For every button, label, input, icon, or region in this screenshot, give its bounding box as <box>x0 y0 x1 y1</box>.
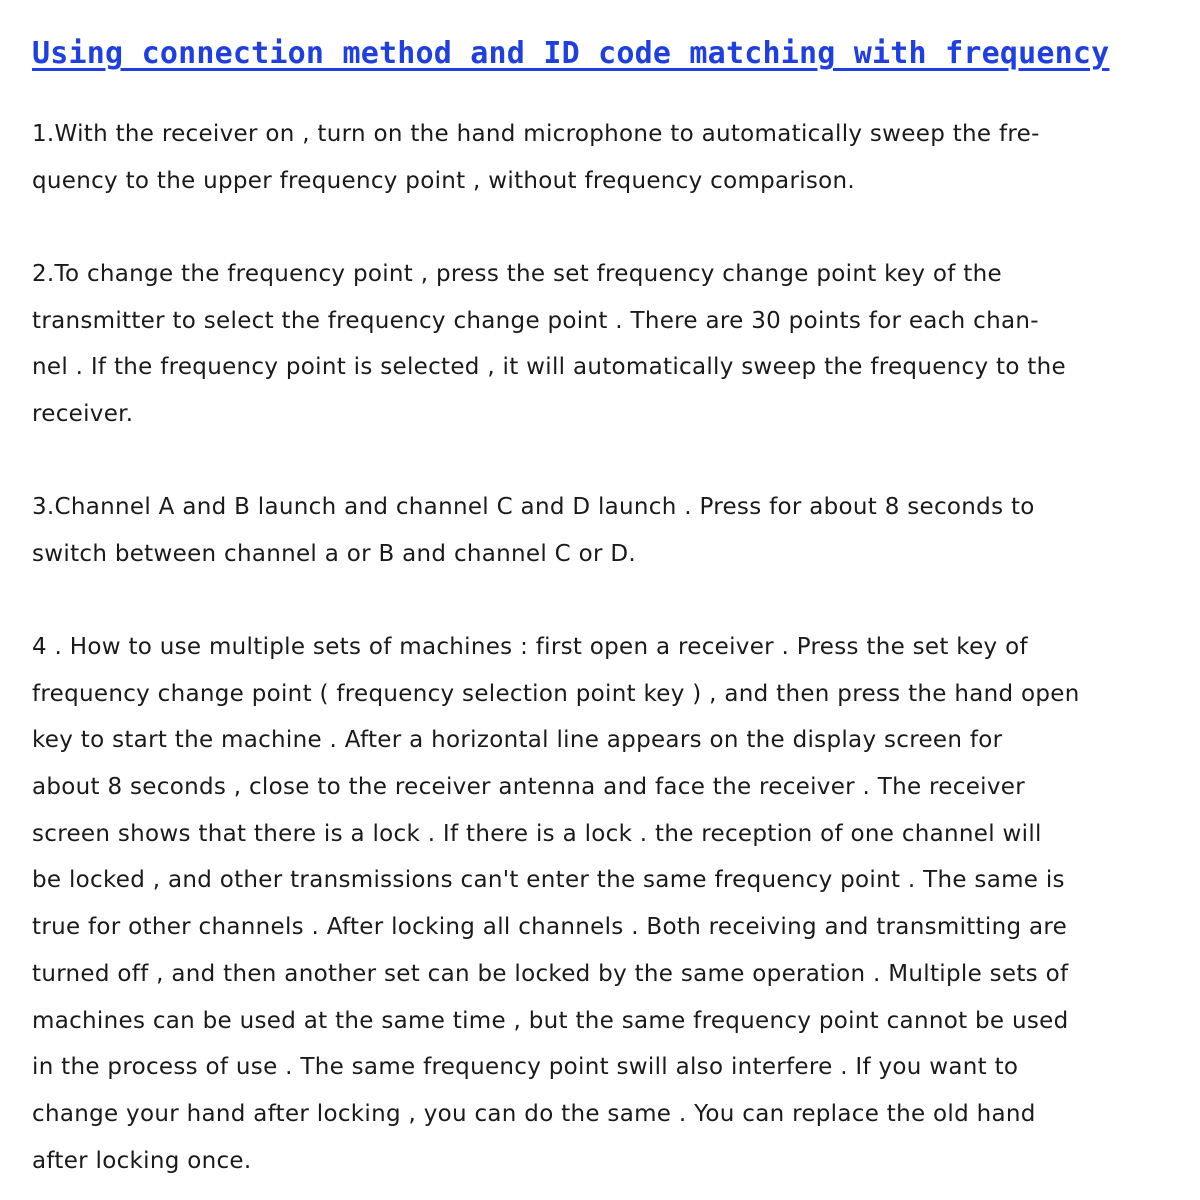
text-line: turned off , and then another set can be locked by the same operation . Multiple sets of <box>32 960 1069 987</box>
instruction-step-4 <box>32 624 1080 1184</box>
text-line: quency to the upper frequency point , without frequency comparison. <box>32 167 856 194</box>
text-line: about 8 seconds , close to the receiver antenna and face the receiver . The receiver <box>32 774 1025 801</box>
text-line: receiver. <box>32 401 134 428</box>
text-line: nel . If the frequency point is selected , it will automatically sweep the frequency to the <box>32 354 1066 381</box>
text-line: 2.To change the frequency point , press the set frequency change point key of the <box>32 261 1002 287</box>
text-line: be locked , and other transmissions can't enter the same frequency point . The same is <box>32 867 1065 894</box>
text-line: change your hand after locking , you can do the same . You can replace the old hand <box>32 1100 1036 1127</box>
text-line: 1.With the receiver on , turn on the hand microphone to automatically sweep the fre- <box>32 121 1040 147</box>
text-line: frequency change point ( frequency selection point key ) , and then press the hand open <box>32 680 1080 707</box>
text-line: switch between channel a or B and channel C or D. <box>32 540 636 567</box>
instruction-step-3 <box>32 484 1035 577</box>
text-line: in the process of use . The same frequency point swill also interfere . If you want to <box>32 1054 1019 1081</box>
text-line: screen shows that there is a lock . If there is a lock . the reception of one channel will <box>32 820 1042 847</box>
instruction-step-2 <box>32 251 1066 438</box>
text-line: machines can be used at the same time , but the same frequency point cannot be used <box>32 1007 1069 1034</box>
text-line: key to start the machine . After a horizontal line appears on the display screen for <box>32 727 1003 754</box>
text-line: 4 . How to use multiple sets of machines : first open a receiver . Press the set key of <box>32 634 1028 660</box>
text-line: after locking once. <box>32 1147 252 1174</box>
document-title: Using connection method and ID code matching with frequency <box>32 36 1110 71</box>
instruction-step-1 <box>32 111 1040 204</box>
text-line: true for other channels . After locking all channels . Both receiving and transmitting are <box>32 914 1068 941</box>
text-line: 3.Channel A and B launch and channel C and D launch . Press for about 8 seconds to <box>32 494 1035 520</box>
text-line: transmitter to select the frequency change point . There are 30 points for each chan- <box>32 307 1039 334</box>
